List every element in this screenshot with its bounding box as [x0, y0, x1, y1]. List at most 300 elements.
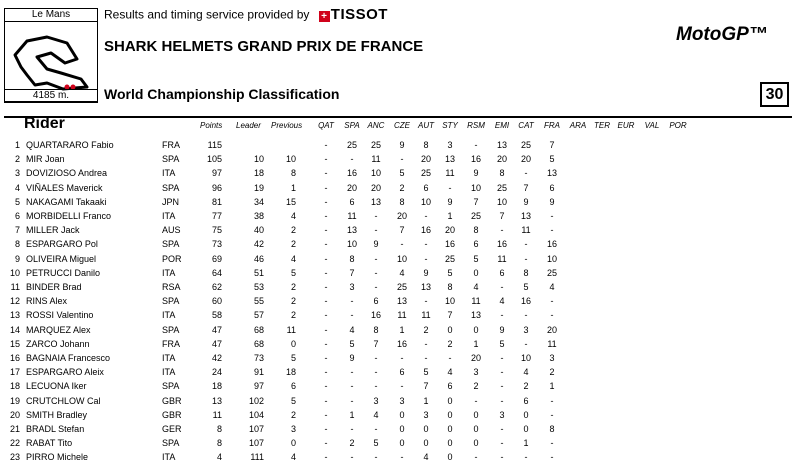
rider-nation: POR [162, 253, 182, 264]
race-points-emi: 6 [499, 267, 505, 278]
race-points-rsm: 0 [473, 267, 479, 278]
table-row [0, 209, 800, 223]
rider-name: BRADL Stefan [26, 424, 85, 434]
race-points-anc: - [374, 225, 378, 236]
race-points-cze: - [400, 452, 404, 463]
rider-nation: SPA [162, 154, 180, 165]
gap-to-leader: 46 [253, 253, 264, 264]
rider-nation: ITA [162, 168, 176, 179]
rider-nation: ITA [162, 310, 176, 321]
race-points-emi: 10 [496, 196, 507, 207]
race-points-anc: 7 [373, 338, 379, 349]
race-points-cze: 6 [399, 367, 405, 378]
race-points-aut: - [424, 353, 428, 363]
race-points-fra: 7 [549, 140, 555, 150]
race-points-rsm: 0 [473, 324, 479, 335]
race-points-qat: - [324, 239, 328, 250]
race-points-anc: 3 [373, 395, 379, 406]
rider-points: 69 [211, 253, 222, 264]
gap-to-previous: 0 [290, 338, 296, 349]
race-points-sty: 8 [447, 282, 453, 292]
race-points-cat: 4 [523, 367, 529, 378]
rider-position: 7 [14, 225, 20, 236]
race-points-qat: - [324, 338, 328, 349]
rider-points: 96 [211, 182, 222, 193]
rider-nation: SPA [162, 324, 180, 335]
race-points-emi: - [500, 282, 504, 292]
rider-position: 16 [9, 353, 20, 363]
column-header-points: Points [200, 121, 223, 130]
rider-points: 47 [211, 338, 222, 349]
rider-position: 15 [9, 338, 20, 349]
race-points-anc: - [374, 381, 378, 392]
race-points-qat: - [324, 154, 328, 165]
table-row [0, 195, 800, 209]
race-points-anc: - [374, 353, 378, 363]
race-points-spa: 1 [349, 409, 355, 420]
race-points-aut: - [424, 239, 428, 250]
race-points-spa: - [350, 424, 354, 434]
race-points-qat: - [324, 140, 328, 150]
race-points-rsm: 16 [470, 154, 481, 165]
race-points-rsm: 4 [473, 282, 479, 292]
race-points-spa: 5 [349, 338, 355, 349]
gap-to-leader: 68 [253, 324, 264, 335]
gap-to-leader: 18 [253, 168, 264, 179]
table-row [0, 266, 800, 280]
race-points-fra: 25 [546, 267, 557, 278]
table-row [0, 394, 800, 408]
column-header-ter: TER [594, 121, 610, 130]
race-points-emi: 3 [499, 409, 505, 420]
rider-nation: ITA [162, 211, 176, 221]
race-points-cat: 0 [523, 424, 529, 434]
gap-to-previous: 2 [290, 282, 296, 292]
race-points-cze: - [400, 381, 404, 392]
race-points-cze: 0 [399, 424, 405, 434]
race-points-cze: 11 [397, 310, 407, 321]
gap-to-leader: 10 [253, 154, 264, 165]
race-points-cze: 0 [399, 438, 405, 449]
race-points-anc: 11 [371, 154, 381, 165]
race-points-fra: - [550, 296, 554, 307]
rider-name: OLIVEIRA Miguel [26, 253, 97, 264]
race-points-rsm: 6 [473, 239, 479, 250]
rider-nation: ITA [162, 452, 176, 463]
race-points-sty: 9 [447, 196, 453, 207]
race-points-sty: 0 [447, 409, 453, 420]
gap-to-previous: 3 [290, 424, 296, 434]
race-points-emi: - [500, 424, 504, 434]
race-points-aut: 3 [423, 409, 429, 420]
rider-points: 24 [211, 367, 222, 378]
race-points-aut: 25 [420, 168, 431, 179]
table-row [0, 181, 800, 195]
race-points-cat: 7 [523, 182, 529, 193]
race-points-emi: 5 [499, 338, 505, 349]
race-points-aut: 1 [423, 395, 429, 406]
race-points-cze: 20 [396, 211, 407, 221]
race-points-emi: - [500, 438, 504, 449]
race-points-spa: - [350, 395, 354, 406]
race-points-spa: 10 [346, 239, 357, 250]
column-header-val: VAL [644, 121, 660, 130]
race-points-qat: - [324, 424, 328, 434]
rider-points: 81 [211, 196, 222, 207]
gap-to-previous: 4 [290, 452, 296, 463]
race-points-anc: - [374, 267, 378, 278]
track-map-icon [7, 23, 95, 97]
gap-to-leader: 42 [253, 239, 264, 250]
race-points-cat: 5 [523, 282, 529, 292]
race-points-anc: - [374, 211, 378, 221]
race-points-emi: 11 [497, 253, 507, 264]
gap-to-previous: 4 [290, 211, 296, 221]
race-points-spa: - [350, 310, 354, 321]
rider-points: 97 [211, 168, 222, 179]
race-points-qat: - [324, 211, 328, 221]
race-points-rsm: 0 [473, 424, 479, 434]
race-points-emi: - [500, 452, 504, 463]
race-points-emi: - [500, 367, 504, 378]
race-points-anc: - [374, 367, 378, 378]
gap-to-previous: 4 [290, 253, 296, 264]
race-points-cze: - [400, 239, 404, 250]
rider-nation: GBR [162, 395, 182, 406]
race-points-aut: 10 [420, 196, 431, 207]
race-points-qat: - [324, 324, 328, 335]
rider-position: 18 [9, 381, 20, 392]
race-points-qat: - [324, 438, 328, 449]
race-points-anc: - [374, 282, 378, 292]
rider-nation: GBR [162, 409, 182, 420]
rider-points: 105 [206, 154, 222, 165]
table-row [0, 237, 800, 251]
rider-nation: ITA [162, 353, 176, 363]
gap-to-leader: 111 [250, 452, 264, 463]
rider-position: 19 [9, 395, 20, 406]
rider-position: 11 [10, 282, 20, 292]
rider-nation: SPA [162, 239, 180, 250]
race-points-emi: 7 [499, 211, 505, 221]
table-row [0, 280, 800, 294]
rider-position: 20 [9, 409, 20, 420]
race-points-anc: - [374, 424, 378, 434]
race-points-cze: 2 [399, 182, 405, 193]
rider-points: 4 [216, 452, 222, 463]
rider-position: 5 [14, 196, 20, 207]
rider-name: ESPARGARO Aleix [26, 367, 104, 378]
race-points-qat: - [324, 182, 328, 193]
gap-to-leader: 102 [248, 395, 264, 406]
race-points-anc: 6 [373, 296, 379, 307]
race-points-emi: - [500, 225, 504, 236]
race-points-spa: 4 [349, 324, 355, 335]
race-points-emi: - [500, 353, 504, 363]
race-points-sty: - [448, 353, 452, 363]
table-row [0, 351, 800, 365]
rider-points: 62 [211, 282, 222, 292]
rider-points: 11 [212, 409, 222, 420]
race-points-cat: - [524, 253, 528, 264]
rider-name: LECUONA Iker [26, 381, 87, 392]
table-row [0, 408, 800, 422]
race-points-cat: 11 [521, 225, 531, 236]
rider-nation: SPA [162, 296, 180, 307]
race-points-sty: - [448, 182, 452, 193]
rider-nation: SPA [162, 381, 180, 392]
race-points-fra: - [550, 409, 554, 420]
gap-to-previous: 6 [290, 381, 296, 392]
column-header-rider: Rider [24, 115, 65, 132]
gap-to-previous: 2 [290, 310, 296, 321]
race-points-qat: - [324, 196, 328, 207]
race-points-qat: - [324, 296, 328, 307]
race-points-rsm: 8 [473, 225, 479, 236]
race-points-aut: 4 [423, 452, 429, 463]
race-points-qat: - [324, 409, 328, 420]
race-points-aut: - [424, 211, 428, 221]
rider-points: 18 [211, 381, 222, 392]
race-points-sty: 2 [447, 338, 453, 349]
column-header-emi: EMI [494, 121, 510, 130]
rider-nation: SPA [162, 438, 180, 449]
rider-position: 13 [9, 310, 20, 321]
race-points-fra: 4 [549, 282, 555, 292]
table-row [0, 323, 800, 337]
race-points-spa: - [350, 381, 354, 392]
race-points-cat: - [524, 168, 528, 179]
rider-points: 58 [211, 310, 222, 321]
race-points-emi: - [500, 381, 504, 392]
rider-points: 115 [207, 140, 222, 150]
rider-name: CRUTCHLOW Cal [26, 395, 101, 406]
rider-points: 13 [211, 395, 222, 406]
gap-to-previous: 11 [286, 324, 296, 335]
race-points-anc: 20 [370, 182, 381, 193]
race-points-aut: 16 [420, 225, 431, 236]
race-points-spa: 7 [349, 267, 355, 278]
race-points-aut: - [424, 253, 428, 264]
rider-position: 4 [14, 182, 20, 193]
column-header-eur: EUR [617, 121, 635, 130]
race-points-rsm: 11 [471, 296, 481, 307]
race-points-rsm: 2 [473, 381, 479, 392]
race-points-sty: 13 [444, 154, 455, 165]
race-points-cze: - [400, 154, 404, 165]
race-points-fra: - [550, 395, 554, 406]
race-points-anc: 4 [373, 409, 379, 420]
rider-points: 77 [211, 211, 222, 221]
track-name: Le Mans [5, 9, 97, 22]
column-header-por: POR [669, 121, 687, 130]
race-points-cat: - [524, 239, 528, 250]
gap-to-leader: 68 [253, 338, 264, 349]
column-header-leader: Leader [236, 121, 261, 130]
race-points-sty: 0 [447, 424, 453, 434]
gap-to-previous: 10 [285, 154, 296, 165]
rider-name: SMITH Bradley [26, 409, 88, 420]
race-points-fra: 9 [549, 196, 555, 207]
gap-to-previous: 15 [285, 196, 296, 207]
column-header-spa: SPA [344, 121, 360, 130]
race-points-emi: 4 [499, 296, 505, 307]
rider-position: 9 [14, 253, 20, 264]
race-points-qat: - [324, 267, 328, 278]
event-title: SHARK HELMETS GRAND PRIX DE FRANCE [104, 38, 424, 55]
race-points-cze: 9 [399, 140, 405, 150]
rider-position: 12 [9, 296, 20, 307]
rider-points: 8 [216, 424, 222, 434]
race-points-cze: 4 [399, 267, 405, 278]
race-points-spa: 13 [346, 225, 357, 236]
gap-to-leader: 107 [248, 438, 264, 449]
race-points-qat: - [324, 168, 328, 179]
race-points-cat: 16 [520, 296, 531, 307]
race-points-cze: 3 [399, 395, 405, 406]
table-row [0, 450, 800, 464]
rider-position: 21 [9, 424, 20, 434]
table-row [0, 294, 800, 308]
table-row [0, 308, 800, 322]
race-points-emi: 9 [499, 324, 505, 335]
race-points-fra: 10 [546, 253, 557, 264]
race-points-spa: 25 [346, 140, 357, 150]
race-points-sty: 5 [447, 267, 453, 278]
race-points-rsm: 13 [470, 310, 481, 321]
race-points-aut: 5 [423, 367, 429, 378]
race-points-spa: - [350, 296, 354, 307]
race-points-rsm: 0 [473, 438, 479, 449]
race-points-aut: - [424, 338, 428, 349]
race-points-fra: 5 [549, 154, 555, 165]
table-row [0, 337, 800, 351]
race-points-spa: 9 [349, 353, 355, 363]
rider-position: 3 [14, 168, 20, 179]
race-points-fra: - [550, 211, 554, 221]
rider-position: 2 [14, 154, 20, 165]
rider-nation: FRA [162, 338, 180, 349]
gap-to-leader: 40 [253, 225, 264, 236]
race-points-rsm: 1 [473, 338, 479, 349]
rider-points: 64 [211, 267, 222, 278]
gap-to-previous: 5 [290, 395, 296, 406]
race-points-sty: 6 [447, 381, 453, 392]
race-points-fra: - [550, 438, 554, 449]
column-header-cat: CAT [518, 121, 534, 130]
rider-name: BINDER Brad [26, 282, 82, 292]
race-points-sty: 4 [447, 367, 453, 378]
race-points-rsm: 3 [473, 367, 479, 378]
race-points-spa: - [350, 367, 354, 378]
race-points-emi: 20 [496, 154, 507, 165]
race-points-fra: 11 [547, 338, 557, 349]
race-points-cze: 10 [396, 253, 407, 264]
classification-title: World Championship Classification [104, 86, 340, 102]
column-header-cze: CZE [394, 121, 410, 130]
race-points-sty: 25 [444, 253, 455, 264]
tissot-wordmark: TISSOT [330, 6, 388, 23]
gap-to-leader: 53 [253, 282, 264, 292]
race-points-fra: 16 [546, 239, 557, 250]
rider-position: 1 [14, 140, 20, 150]
race-points-emi: 8 [499, 168, 505, 179]
rider-position: 10 [9, 267, 20, 278]
race-points-qat: - [324, 282, 328, 292]
gap-to-leader: 38 [253, 211, 264, 221]
rider-nation: SPA [162, 182, 180, 193]
rider-nation: JPN [162, 196, 180, 207]
rider-name: MARQUEZ Alex [26, 324, 91, 335]
rider-name: PIRRO Michele [26, 452, 89, 463]
race-points-anc: 13 [370, 196, 381, 207]
race-points-cat: 6 [523, 395, 529, 406]
race-points-cat: - [524, 310, 528, 321]
rider-name: ESPARGARO Pol [26, 239, 98, 250]
race-points-cat: 9 [523, 196, 529, 207]
race-points-aut: - [424, 296, 428, 307]
race-points-spa: 3 [349, 282, 355, 292]
race-points-anc: 5 [373, 438, 379, 449]
race-points-emi: 13 [496, 140, 507, 150]
table-row [0, 166, 800, 180]
rider-name: ZARCO Johann [26, 338, 90, 349]
race-points-fra: 8 [549, 424, 555, 434]
race-points-rsm: - [474, 395, 478, 406]
rider-points: 75 [211, 225, 222, 236]
rider-name: PETRUCCI Danilo [26, 267, 101, 278]
column-header-ara: ARA [569, 121, 587, 130]
gap-to-previous: 2 [290, 409, 296, 420]
gap-to-leader: 57 [253, 310, 264, 321]
column-header-aut: AUT [418, 121, 434, 130]
race-points-cze: 25 [396, 282, 407, 292]
race-points-cze: 0 [399, 409, 405, 420]
race-points-spa: 16 [346, 168, 357, 179]
race-points-qat: - [324, 253, 328, 264]
race-points-sty: 1 [447, 211, 453, 221]
rider-nation: ITA [162, 267, 176, 278]
table-row [0, 436, 800, 450]
race-points-sty: 11 [445, 168, 455, 179]
gap-to-previous: 2 [290, 239, 296, 250]
race-points-qat: - [324, 395, 328, 406]
table-row [0, 152, 800, 166]
race-points-aut: 2 [423, 324, 429, 335]
race-points-sty: 0 [447, 324, 453, 335]
race-points-cat: 25 [520, 140, 531, 150]
gap-to-previous: 8 [290, 168, 296, 179]
rider-nation: FRA [162, 140, 180, 150]
race-points-spa: - [350, 452, 354, 463]
rider-points: 42 [211, 353, 222, 363]
gap-to-previous: 2 [290, 296, 296, 307]
table-row [0, 365, 800, 379]
race-points-qat: - [324, 353, 328, 363]
table-row [0, 252, 800, 266]
motogp-logo: MotoGP™ [676, 24, 768, 45]
race-points-aut: 9 [423, 267, 429, 278]
timing-service-line [104, 6, 388, 23]
track-info-box [4, 8, 98, 102]
rider-points: 60 [211, 296, 222, 307]
race-points-fra: 6 [549, 182, 555, 193]
race-points-aut: 11 [421, 310, 431, 321]
race-points-rsm: 0 [473, 409, 479, 420]
race-points-qat: - [324, 367, 328, 378]
race-points-aut: 0 [423, 438, 429, 449]
race-points-fra: 20 [546, 324, 557, 335]
